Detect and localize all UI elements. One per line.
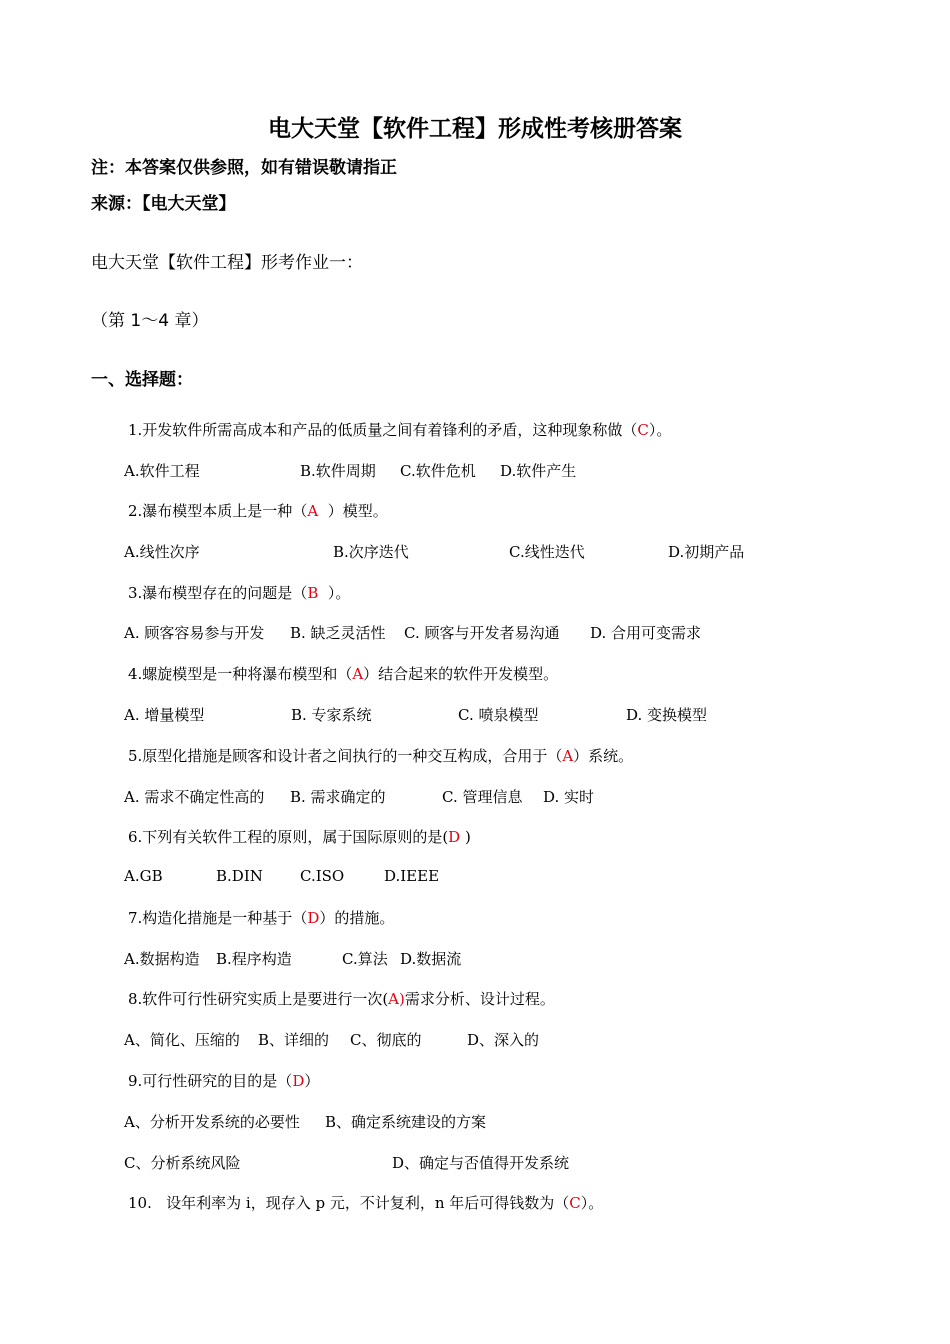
question-text-end: 需求分析、设计过程。 [404,990,555,1008]
option: A、简化、压缩的 [124,1031,240,1049]
answer-letter: C [569,1194,581,1212]
question-3 [128,582,350,603]
option: B. 需求确定的 [290,788,386,806]
section-heading: 一、选择题： [91,370,193,390]
question-text-end: ）。 [648,421,672,439]
answer-letter: A [307,502,319,520]
chapter-range: （第 1～4 章） [91,311,209,331]
option: B. 专家系统 [291,706,372,724]
answer-letter: B [307,584,319,602]
option: C、分析系统风险 [124,1154,241,1172]
option: D. 变换模型 [626,706,708,724]
question-text: 1.开发软件所需高成本和产品的低质量之间有着锋利的矛盾，这种现象称做（ [128,421,638,439]
question-text: 9.可行性研究的目的是（ [128,1072,293,1090]
option: B.软件周期 [300,462,376,480]
document-title: 电大天堂【软件工程】形成性考核册答案 [268,116,682,142]
question-7 [128,907,394,928]
option: D.数据流 [400,950,462,968]
answer-letter: A [562,747,574,765]
option: D、深入的 [467,1031,540,1049]
answer-letter: D [448,828,461,846]
option: B.次序迭代 [333,543,409,561]
option: B. 缺乏灵活性 [290,624,386,642]
question-text: 6.下列有关软件工程的原则，属于国际原则的是( [128,828,449,846]
option: C. 管理信息 [442,788,523,806]
question-text: 8.软件可行性研究实质上是要进行一次( [128,990,389,1008]
option: A. 增量模型 [124,706,205,724]
question-text: 3.瀑布模型存在的问题是（ [128,584,308,602]
option: A.数据构造 [124,950,200,968]
option: D、确定与否值得开发系统 [392,1154,570,1172]
question-text-end: ) [460,828,471,846]
assignment-heading: 电大天堂【软件工程】形考作业一： [91,253,363,273]
question-text-end: ）。 [318,584,351,602]
option: C. 喷泉模型 [458,706,539,724]
option: D.软件产生 [500,462,577,480]
option: C.软件危机 [400,462,476,480]
question-text-end: ）的措施。 [319,909,395,927]
answer-letter: D [292,1072,305,1090]
question-8 [128,988,555,1009]
option: C. 顾客与开发者易沟通 [404,624,560,642]
answer-letter: D [307,909,320,927]
answer-letter: C [637,421,649,439]
source-line: 来源：【电大天堂】 [91,194,236,214]
option: B、详细的 [258,1031,330,1049]
option: C.ISO [300,867,345,885]
option: A.线性次序 [124,543,200,561]
question-text: 10. 设年利率为 i，现存入 p 元，不计复利，n 年后可得钱数为（ [128,1194,570,1212]
option: A.GB [124,867,163,885]
question-text-end: ）系统。 [573,747,634,765]
question-text: 2.瀑布模型本质上是一种（ [128,502,308,520]
option: A.软件工程 [124,462,200,480]
question-10 [128,1192,603,1213]
option: D. 实时 [543,788,595,806]
question-5 [128,745,633,766]
option: C、彻底的 [350,1031,422,1049]
disclaimer-note: 注：本答案仅供参照，如有错误敬请指正 [91,158,397,178]
question-text-end: ）模型。 [318,502,388,520]
option: C.算法 [342,950,388,968]
option: A. 顾客容易参与开发 [124,624,265,642]
answer-letter: A [352,665,364,683]
option: D. 合用可变需求 [590,624,702,642]
question-1 [128,419,671,440]
option: B.DIN [216,867,263,885]
question-text-end: ） [304,1072,320,1090]
option: D.初期产品 [668,543,745,561]
option: B.程序构造 [216,950,292,968]
question-text-end: ）。 [580,1194,604,1212]
answer-letter: A) [388,990,405,1008]
question-text-end: ）结合起来的软件开发模型。 [363,665,559,683]
question-9 [128,1070,319,1091]
question-text: 4.螺旋模型是一种将瀑布模型和（ [128,665,353,683]
option: D.IEEE [384,867,440,885]
option: A、分析开发系统的必要性 [124,1113,300,1131]
question-text: 7.构造化措施是一种基于（ [128,909,308,927]
option: A. 需求不确定性高的 [124,788,265,806]
option: B、确定系统建设的方案 [325,1113,487,1131]
question-2 [128,500,388,521]
question-6 [128,826,471,847]
question-text: 5.原型化措施是顾客和设计者之间执行的一种交互构成，合用于（ [128,747,563,765]
option: C.线性迭代 [509,543,585,561]
question-4 [128,663,558,684]
